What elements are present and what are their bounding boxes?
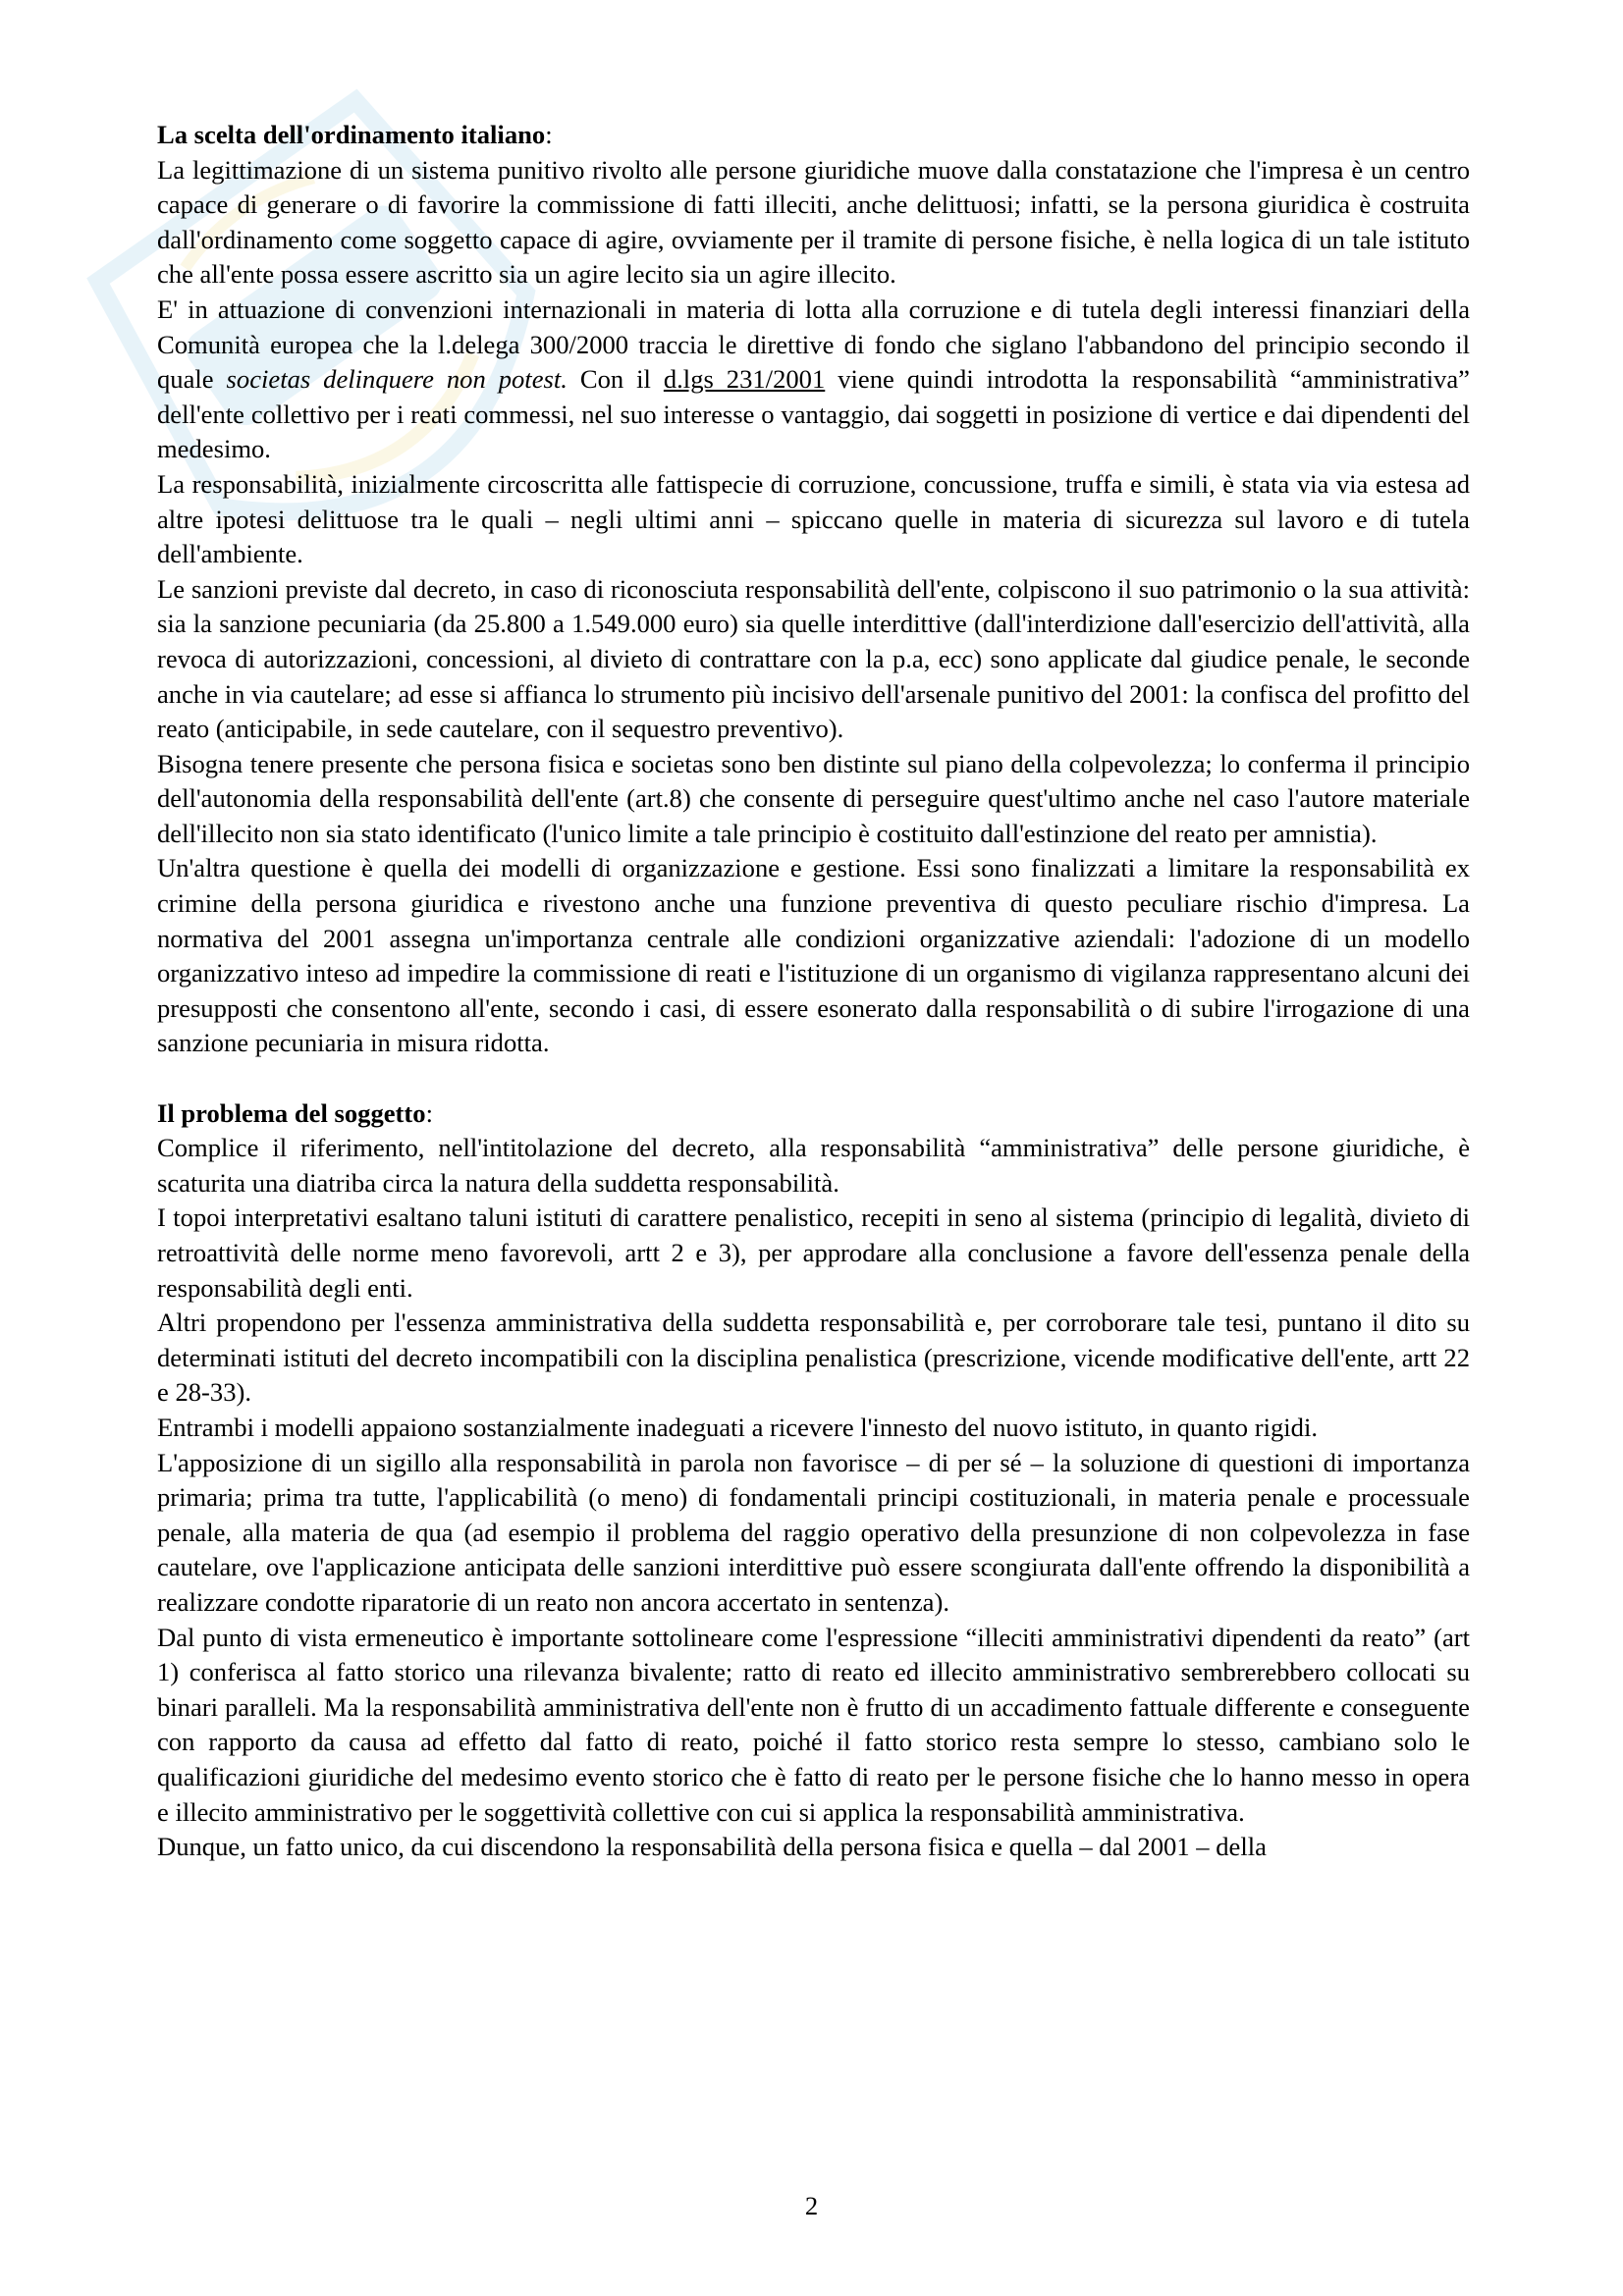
paragraph: Dunque, un fatto unico, da cui discendono la responsabilità della persona fisica e quella – dal 2001 – della xyxy=(157,1832,1267,1862)
paragraph: Entrambi i modelli appaiono sostanzialmente inadeguati a ricevere l'innesto del nuovo istituto, in quanto rigidi. xyxy=(157,1412,1319,1442)
decree-link[interactable]: d.lgs 231/2001 xyxy=(663,364,826,395)
paragraph: Un'altra questione è quella dei modelli di organizzazione e gestione. Essi sono finalizzati a limitare la responsabilità ex crimine della persona giuridica e rivestono anche una funzione preventiva di questo peculiare rischio d'impresa. La normativa del 2001 assegna un'importanza centrale alle condizioni organizzative aziendali: l'adozione di un modello organizzativo inteso ad impedire la commissione di reati e l'istituzione di un organismo di vigilanza rappresentano alcuni dei presupposti che consentono all'ente, secondo i casi, di essere esonerato dalla responsabilità o di subire l'irrogazione di una sanzione pecuniaria in misura ridotta. xyxy=(157,853,1470,1058)
section-heading-colon: : xyxy=(545,120,553,149)
paragraph: L'apposizione di un sigillo alla responsabilità in parola non favorisce – di per sé – la soluzione di questioni di importanza primaria; prima tra tutte, l'applicabilità (o meno) di fondamentali principi costituzionali, in materia penale e processuale penale, alla materia de qua (ad esempio il problema del raggio operativo della presunzione di non colpevolezza in fase cautelare, ove l'applicazione anticipata delle sanzioni interdittive può essere scongiurata dall'ente offrendo la disponibilità a realizzare condotte riparatorie di un reato non ancora accertato in sentenza). xyxy=(157,1447,1470,1617)
section-heading-colon: : xyxy=(425,1097,433,1128)
section-heading-text: Il problema del soggetto xyxy=(157,1097,426,1128)
section-heading-soggetto xyxy=(157,1096,1470,1132)
paragraph-text: viene quindi introdotta la responsabilità “amministrativa” dell'ente collettivo per i reati commessi, nel suo interesse o vantaggio, dai soggetti in posizione di vertice e dai dipendenti del medesimo. xyxy=(157,364,1470,464)
page-number: 2 xyxy=(804,2191,819,2220)
paragraph: La responsabilità, inizialmente circoscritta alle fattispecie di corruzione, concussione, truffa e simili, è stata via via estesa ad altre ipotesi delittuose tra le quali – negli ultimi anni – spiccano quelle in materia di sicurezza sul lavoro e di tutela dell'ambiente. xyxy=(157,468,1470,569)
latin-phrase: societas delinquere non potest. xyxy=(226,364,568,395)
paragraph-text: E' in attuazione di convenzioni internazionali in materia di lotta alla corruzione e di tutela degli interessi finanziari della Comunità europea che la l.delega 300/2000 traccia le direttive di fondo che siglano l'abbandono del principio secondo il quale xyxy=(157,294,1470,395)
paragraph: Bisogna tenere presente che persona fisica e societas sono ben distinte sul piano della colpevolezza; lo conferma il principio dell'autonomia della responsabilità dell'ente (art.8) che consente di perseguire quest'ultimo anche nel caso l'autore materiale dell'illecito non sia stato identificato (l'unico limite a tale principio è costituito dall'estinzione del reato per amnistia). xyxy=(157,748,1470,848)
paragraph xyxy=(157,293,1470,467)
paragraph: La legittimazione di un sistema punitivo rivolto alle persone giuridiche muove dalla constatazione che l'impresa è un centro capace di generare o di favorire la commissione di fatti illeciti, anche delittuosi; infatti, se la persona giuridica è costruita dall'ordinamento come soggetto capace di agire, ovviamente per il tramite di persone fisiche, è nella logica di un tale istituto che all'ente possa essere ascritto sia un agire lecito sia un agire illecito. xyxy=(157,154,1470,290)
paragraph: Le sanzioni previste dal decreto, in caso di riconosciuta responsabilità dell'ente, colpiscono il suo patrimonio o la sua attività: sia la sanzione pecuniaria (da 25.800 a 1.549.000 euro) sia quelle interdittive (dall'interdizione dall'esercizio dell'attività, alla revoca di autorizzazioni, concessioni, al divieto di contrattare con la p.a, ecc) sono applicate dal giudice penale, le seconde anche in via cautelare; ad esse si affianca lo strumento più incisivo dell'arsenale punitivo del 2001: la confisca del profitto del reato (anticipabile, in sede cautelare, con il sequestro preventivo). xyxy=(157,573,1470,744)
paragraph: Complice il riferimento, nell'intitolazione del decreto, alla responsabilità “amministrativa” delle persone giuridiche, è scaturita una diatriba circa la natura della suddetta responsabilità. xyxy=(157,1133,1470,1198)
section-heading-text: La scelta dell'ordinamento italiano xyxy=(157,120,546,149)
document-body xyxy=(157,118,1470,1865)
section-spacer xyxy=(157,1061,1470,1096)
paragraph-text: Con il xyxy=(567,364,664,395)
section-heading-ordinamento xyxy=(157,118,1470,153)
paragraph: Altri propendono per l'essenza amministrativa della suddetta responsabilità e, per corroborare tale tesi, puntano il dito su determinati istituti del decreto incompatibili con la disciplina penalistica (prescrizione, vicende modificative dell'ente, artt 22 e 28-33). xyxy=(157,1308,1470,1408)
paragraph: Dal punto di vista ermeneutico è importante sottolineare come l'espressione “illeciti amministrativi dipendenti da reato” (art 1) conferisca al fatto storico una rilevanza bivalente; ratto di reato ed illecito amministrativo sembrerebbero collocati su binari paralleli. Ma la responsabilità amministrativa dell'ente non è frutto di un accadimento fattuale differente e conseguente con rapporto da causa ad effetto dal fatto di reato, poiché il fatto storico resta sempre lo stesso, cambiano solo le qualificazioni giuridiche del medesimo evento storico che è fatto di reato per le persone fisiche che lo hanno messo in opera e illecito amministrativo per le soggettività collettive con cui si applica la responsabilità amministrativa. xyxy=(157,1622,1470,1827)
paragraph: I topoi interpretativi esaltano taluni istituti di carattere penalistico, recepiti in seno al sistema (principio di legalità, divieto di retroattività delle norme meno favorevoli, artt 2 e 3), per approdare alla conclusione a favore dell'essenza penale della responsabilità degli enti. xyxy=(157,1202,1470,1303)
